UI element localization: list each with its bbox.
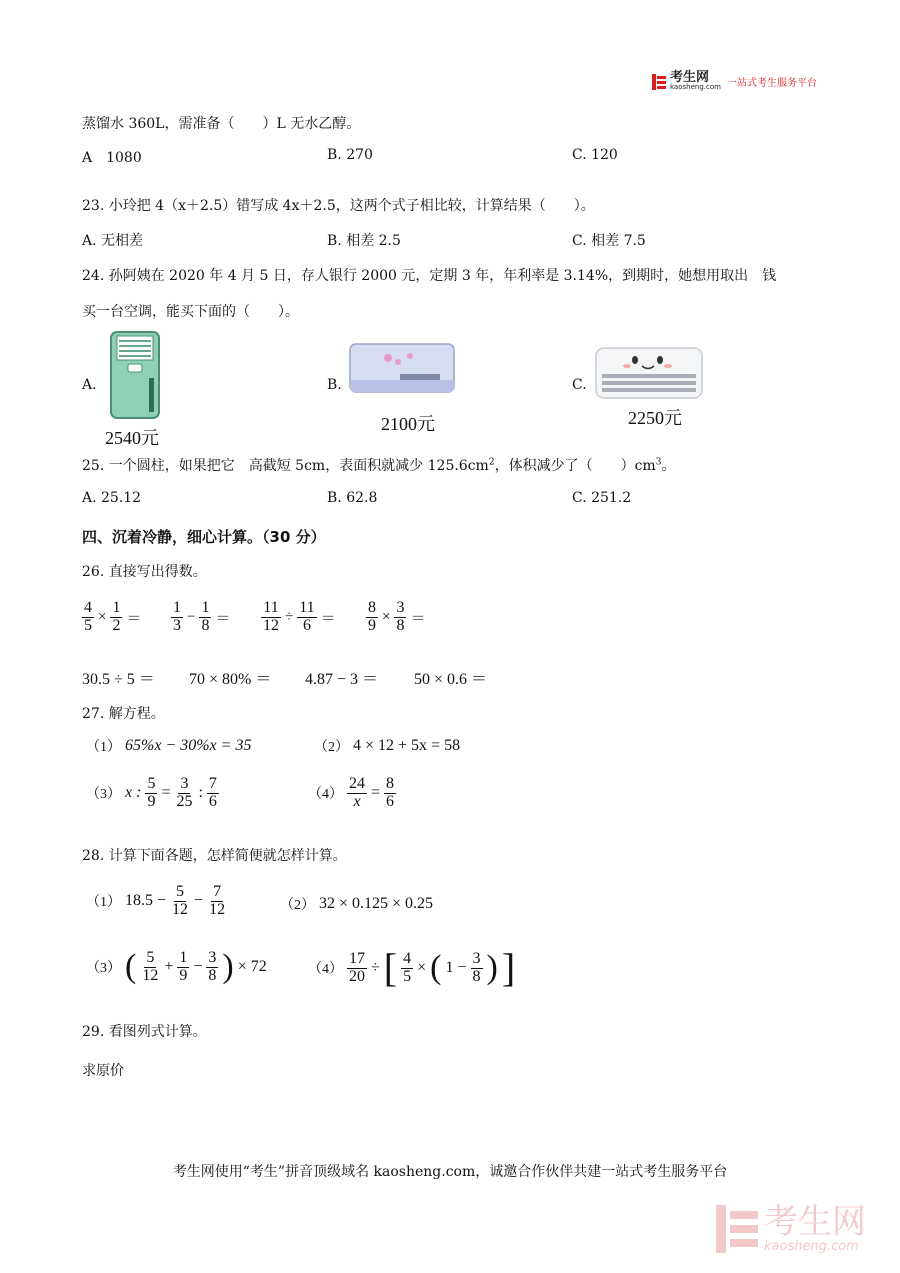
fraction bbox=[177, 950, 189, 985]
fraction-den: 8 bbox=[208, 966, 217, 984]
fraction bbox=[347, 951, 367, 986]
fraction-den: 12 bbox=[172, 900, 189, 918]
q26-frac-4 bbox=[366, 600, 425, 635]
fraction-den: 8 bbox=[396, 616, 405, 634]
wall-ac-blue-image bbox=[348, 340, 458, 400]
fraction bbox=[261, 600, 281, 635]
fraction bbox=[471, 951, 483, 986]
variable: x : bbox=[125, 784, 142, 802]
q29-sub: 求原价 bbox=[82, 1063, 124, 1079]
equals: = bbox=[161, 784, 171, 802]
fraction-den: 9 bbox=[179, 966, 188, 984]
fraction-num: 5 bbox=[176, 883, 185, 900]
fraction bbox=[140, 950, 160, 985]
operator: − bbox=[194, 892, 204, 910]
fraction bbox=[174, 776, 194, 811]
colon: : bbox=[198, 784, 203, 802]
q25-stem-c: 。 bbox=[661, 458, 676, 474]
q22-option-c: C. 120 bbox=[572, 147, 618, 163]
fraction-num: 11 bbox=[263, 599, 279, 616]
operator: ÷ bbox=[285, 608, 294, 625]
fraction-den: 5 bbox=[84, 616, 92, 634]
part-label: （3） bbox=[86, 961, 121, 977]
part-label: （4） bbox=[308, 962, 343, 977]
expression-lead: 1 − bbox=[445, 959, 467, 976]
footer-text: 考生网使用“考生”拼音顶级域名 kaosheng.com，诚邀合作伙伴共建一站式考生服务平台 bbox=[172, 1164, 728, 1180]
fraction-den: x bbox=[353, 792, 361, 810]
fraction-den: 3 bbox=[173, 616, 181, 634]
fraction-num: 1 bbox=[173, 599, 181, 616]
fraction-num: 17 bbox=[349, 949, 365, 967]
equals: ＝ bbox=[410, 610, 426, 627]
fraction bbox=[170, 884, 190, 919]
q25-option-a: A. 25.12 bbox=[82, 490, 142, 506]
fraction-den: 8 bbox=[201, 616, 210, 634]
q24-option-a-label: A. bbox=[82, 377, 97, 393]
q25-stem bbox=[82, 455, 675, 475]
q27-stem: 27. 解方程。 bbox=[82, 706, 165, 722]
equation: 65%x − 30%x = 35 bbox=[125, 737, 252, 754]
q22-option-a: A 1080 bbox=[82, 150, 142, 166]
fraction bbox=[297, 600, 316, 635]
q22-option-b: B. 270 bbox=[327, 147, 373, 163]
brand-block bbox=[670, 72, 721, 91]
watermark-url: kaosheng.com bbox=[764, 1239, 859, 1254]
q26-frac-1 bbox=[82, 600, 141, 635]
fraction bbox=[366, 600, 378, 635]
wall-ac-face-image bbox=[594, 346, 704, 400]
fraction bbox=[207, 884, 227, 919]
q24-stem-line2: 买一台空调，能买下面的（ ）。 bbox=[82, 304, 299, 320]
fraction bbox=[206, 950, 218, 985]
fraction bbox=[82, 600, 94, 635]
operator: ÷ bbox=[371, 959, 380, 976]
q24-option-c-label: C. bbox=[572, 377, 587, 393]
q22-tail: 蒸馏水 360L，需准备（ ）L 无水乙醇。 bbox=[82, 116, 361, 132]
q26-frac-2 bbox=[171, 600, 230, 635]
q24-stem-line1: 24. 孙阿姨在 2020 年 4 月 5 日，存人银行 2000 元，定期 3 年，年利率是 3.14%，到期时，她想用取出 钱 bbox=[82, 268, 777, 284]
header-logo bbox=[652, 72, 817, 91]
q28-part-1 bbox=[86, 884, 227, 919]
q26-decimal-2: 70 × 80% ＝ bbox=[189, 671, 272, 688]
fraction-num: 3 bbox=[180, 775, 189, 792]
expression: 32 × 0.125 × 0.25 bbox=[319, 895, 434, 912]
fraction bbox=[384, 776, 396, 811]
watermark-brand: 考生网 bbox=[764, 1202, 866, 1242]
q26-decimal-3: 4.87 − 3 ＝ bbox=[305, 671, 379, 688]
fraction bbox=[199, 600, 211, 635]
q28-part-2 bbox=[280, 894, 433, 914]
part-label: （2） bbox=[314, 740, 349, 755]
q26-stem: 26. 直接写出得数。 bbox=[82, 564, 207, 580]
floor-ac-image bbox=[109, 330, 161, 420]
q25-option-b: B. 62.8 bbox=[327, 490, 378, 506]
equals: ＝ bbox=[215, 610, 231, 627]
fraction-den: 12 bbox=[263, 616, 279, 634]
brand-url: kaosheng.com bbox=[670, 83, 721, 91]
fraction-num: 11 bbox=[299, 599, 315, 616]
fraction-den: 8 bbox=[472, 967, 481, 985]
q24-price-a: 2540元 bbox=[105, 428, 159, 448]
left-bracket: [ bbox=[383, 945, 398, 990]
q24-option-b-label: B. bbox=[327, 377, 342, 393]
operator: + bbox=[164, 958, 174, 976]
fraction bbox=[145, 776, 157, 811]
logo-mark-icon bbox=[652, 74, 666, 90]
q23-option-c: C. 相差 7.5 bbox=[572, 233, 646, 249]
fraction-den: 25 bbox=[176, 792, 193, 810]
brand-tagline: 一站式考生服务平台 bbox=[726, 78, 817, 89]
equation: 4 × 12 + 5x = 58 bbox=[353, 737, 461, 754]
part-label: （1） bbox=[86, 895, 121, 911]
q25-sup-3: 3 bbox=[655, 457, 662, 468]
fraction-num: 3 bbox=[208, 949, 217, 966]
q24-price-c: 2250元 bbox=[628, 408, 682, 428]
fraction-den: 6 bbox=[208, 792, 217, 810]
watermark-mark-icon bbox=[716, 1205, 758, 1253]
fraction-num: 4 bbox=[403, 949, 412, 967]
operator: − bbox=[193, 958, 203, 976]
fraction-den: 20 bbox=[349, 967, 365, 985]
q23-option-b: B. 相差 2.5 bbox=[327, 233, 401, 249]
expression-tail: × 72 bbox=[237, 958, 267, 976]
fraction-num: 8 bbox=[368, 599, 376, 616]
fraction-num: 3 bbox=[396, 599, 405, 616]
right-bracket: ] bbox=[501, 945, 516, 990]
q28-part-3 bbox=[86, 950, 267, 985]
watermark-logo bbox=[716, 1204, 866, 1254]
fraction-den: 9 bbox=[368, 616, 376, 634]
fraction-num: 24 bbox=[349, 775, 365, 792]
left-paren: ( bbox=[430, 949, 442, 986]
part-label: （1） bbox=[86, 740, 121, 755]
q25-sup-2: 2 bbox=[488, 457, 495, 468]
fraction-num: 7 bbox=[208, 775, 217, 792]
part-label: （4） bbox=[308, 787, 343, 803]
fraction-num: 1 bbox=[201, 599, 210, 616]
fraction-num: 4 bbox=[84, 599, 92, 616]
q25-stem-a: 25. 一个圆柱，如果把它 高截短 5cm，表面积就减少 125.6cm bbox=[82, 458, 489, 474]
watermark-text bbox=[764, 1204, 866, 1254]
fraction bbox=[401, 951, 413, 986]
left-paren: ( bbox=[125, 948, 137, 986]
fraction-num: 1 bbox=[112, 599, 121, 616]
fraction-num: 7 bbox=[213, 883, 222, 900]
q28-part-4 bbox=[308, 945, 516, 990]
part-label: （3） bbox=[86, 787, 121, 803]
q27-part-1 bbox=[86, 736, 251, 756]
fraction-den: 6 bbox=[386, 792, 395, 810]
q25-stem-b: ，体积减少了（ ）cm bbox=[494, 458, 656, 474]
right-paren: ) bbox=[486, 949, 498, 986]
fraction-num: 3 bbox=[472, 949, 481, 967]
q24-price-b: 2100元 bbox=[381, 414, 435, 434]
q26-decimal-1: 30.5 ÷ 5 ＝ bbox=[82, 671, 155, 688]
equals: = bbox=[371, 784, 381, 802]
q27-part-4 bbox=[308, 776, 396, 811]
q23-stem: 23. 小玲把 4（x＋2.5）错写成 4x＋2.5，这两个式子相比较，计算结果（ ）。 bbox=[82, 198, 595, 214]
section4-title: 四、沉着冷静，细心计算。（30 分） bbox=[82, 528, 326, 546]
fraction bbox=[171, 600, 183, 635]
fraction-num: 1 bbox=[179, 949, 188, 966]
fraction bbox=[110, 600, 122, 635]
q25-option-c: C. 251.2 bbox=[572, 490, 632, 506]
fraction-den: 2 bbox=[112, 616, 121, 634]
operator: × bbox=[98, 608, 107, 625]
equals: ＝ bbox=[320, 610, 336, 627]
right-paren: ) bbox=[222, 948, 234, 986]
fraction-den: 12 bbox=[209, 900, 226, 918]
fraction-den: 12 bbox=[142, 966, 159, 984]
operator: − bbox=[187, 608, 196, 625]
part-label: （2） bbox=[280, 898, 315, 913]
brand-name: 考生网 bbox=[670, 70, 710, 85]
fraction-num: 5 bbox=[146, 949, 155, 966]
operator: × bbox=[417, 959, 427, 976]
q27-part-3 bbox=[86, 776, 219, 811]
q27-part-2 bbox=[314, 736, 460, 756]
q28-stem: 28. 计算下面各题，怎样简便就怎样计算。 bbox=[82, 848, 347, 864]
fraction bbox=[394, 600, 406, 635]
q26-decimal-4: 50 × 0.6 ＝ bbox=[414, 671, 488, 688]
fraction bbox=[347, 776, 367, 811]
q29-stem: 29. 看图列式计算。 bbox=[82, 1024, 207, 1040]
fraction-den: 6 bbox=[302, 616, 311, 634]
fraction-den: 9 bbox=[147, 792, 156, 810]
fraction-den: 5 bbox=[403, 967, 412, 985]
expression-lead: 18.5 − bbox=[125, 892, 167, 910]
q23-option-a: A. 无相差 bbox=[82, 233, 144, 249]
q26-frac-3 bbox=[261, 600, 336, 635]
equals: ＝ bbox=[126, 610, 142, 627]
fraction bbox=[207, 776, 219, 811]
operator: × bbox=[382, 608, 391, 625]
fraction-num: 8 bbox=[386, 775, 395, 792]
fraction-num: 5 bbox=[147, 775, 156, 792]
